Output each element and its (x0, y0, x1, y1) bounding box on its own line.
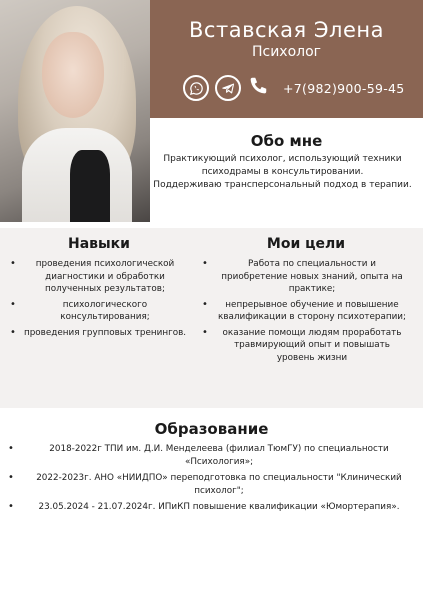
about-line: психодрамы в консультировании. (201, 167, 364, 177)
about-title: Обо мне (250, 132, 323, 150)
goals-title: Мои цели (266, 236, 346, 252)
education-title: Образование (154, 420, 269, 438)
goal-item: • непрерывное обучение и повышение квалификации в сторону психотерапии; (202, 299, 410, 324)
education-item: • 23.05.2024 - 21.07.2024г. ИПиКП повышение квалификации «Юмортерапия». (8, 501, 418, 514)
profile-photo (0, 0, 150, 222)
telegram-icon[interactable] (215, 75, 241, 101)
phone-number[interactable]: +7(982)900-59-45 (283, 80, 405, 96)
contacts-row (183, 73, 405, 103)
skill-item: • проведения групповых тренингов. (10, 327, 188, 340)
person-role: Психолог (251, 44, 322, 60)
skill-item: • психологического консультирования; (10, 299, 188, 324)
goal-item: • оказание помощи людям проработать травмирующий опыт и повышать уровень жизни (202, 327, 410, 365)
phone-icon[interactable] (247, 75, 269, 101)
about-text (142, 153, 423, 192)
goals-section (202, 236, 410, 367)
skill-item: • проведения психологической диагностики и обработки полученных результатов; (10, 258, 188, 296)
education-item: • 2022-2023г. АНО «НИИДПО» переподготовка по специальности "Клинический психолог"; (8, 472, 418, 497)
skills-title: Навыки (68, 236, 130, 252)
skills-section (10, 236, 188, 342)
education-item: • 2018-2022г ТПИ им. Д.И. Менделеева (филиал ТюмГУ) по специальности «Психология»; (8, 443, 418, 468)
goal-item: • Работа по специальности и приобретение новых знаний, опыта на практике; (202, 258, 410, 296)
about-line: Поддерживаю трансперсональный подход в терапии. (153, 180, 412, 190)
whatsapp-icon[interactable] (183, 75, 209, 101)
about-line: Практикующий психолог, использующий техники (163, 154, 402, 164)
education-list (8, 443, 418, 518)
person-name: Вставская Элена (189, 18, 384, 42)
